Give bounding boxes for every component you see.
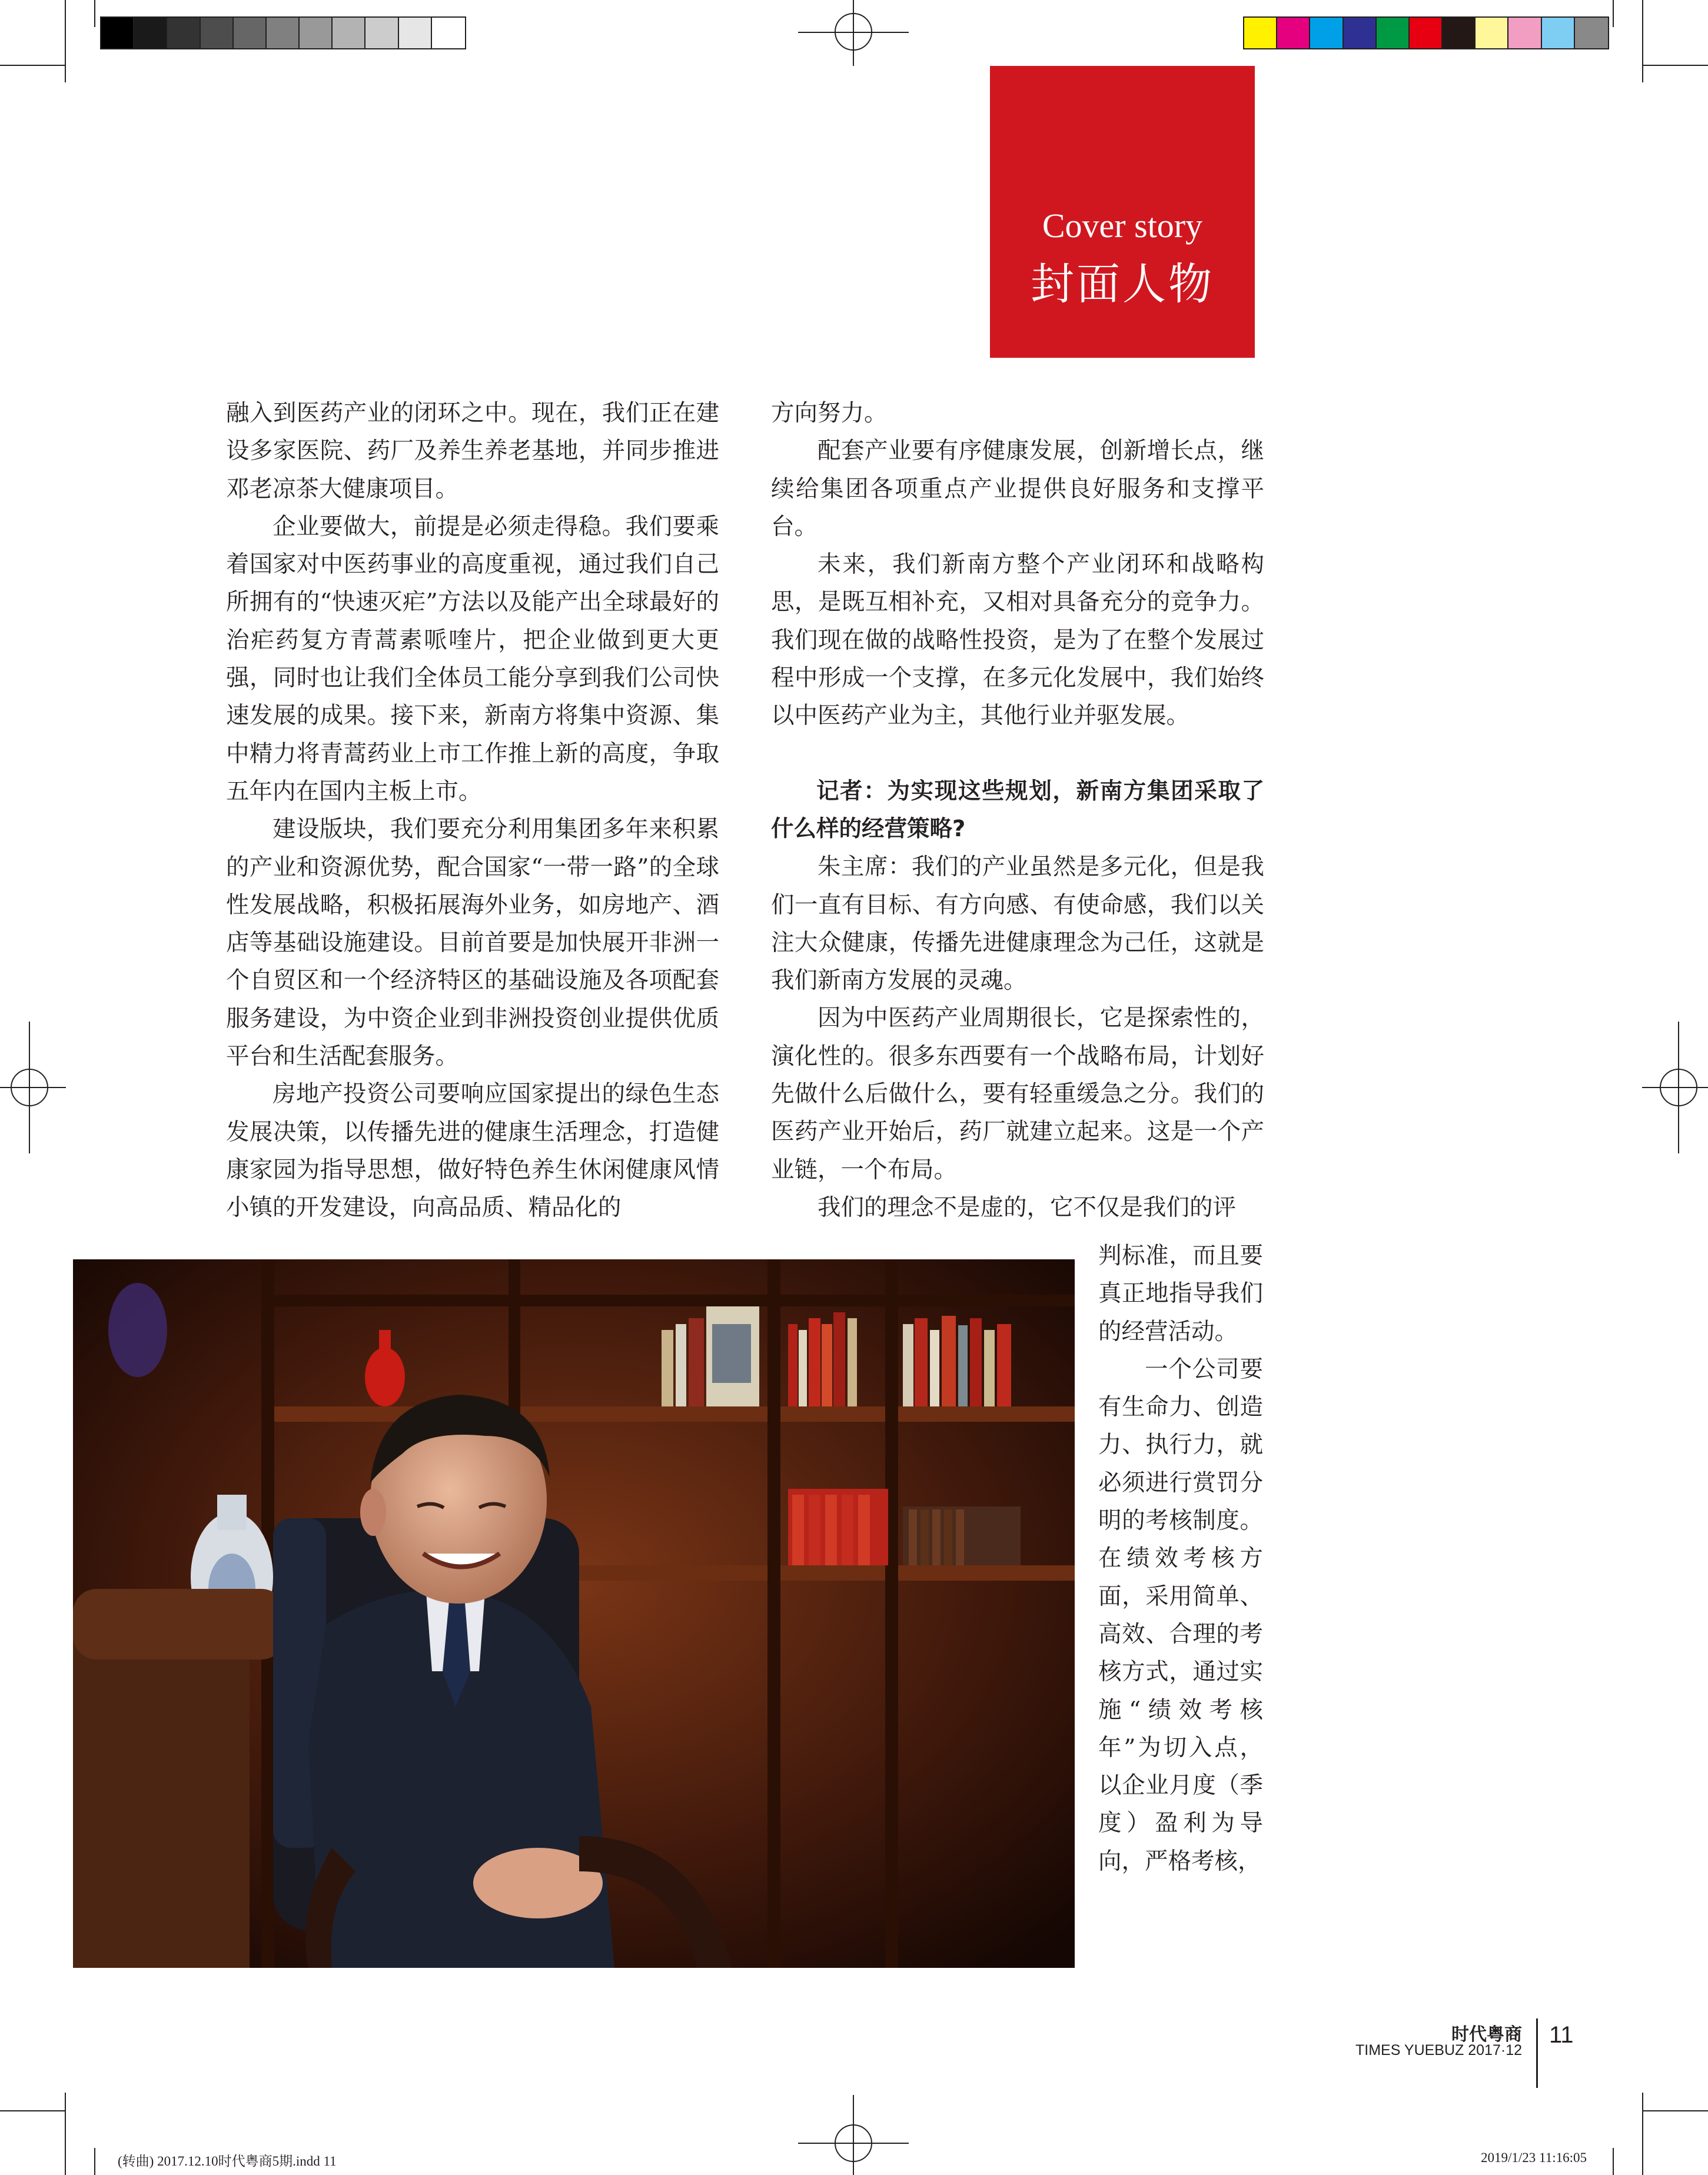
paragraph: 一个公司要有生命力、创造力、执行力，就必须进行赏罚分明的考核制度。在绩效考核方面，采用简单、高效、合理的考核方式，通过实施“绩效考核年”为切入点，以企业月度（季度）盈利为导向，严格考核， (1098, 1355, 1263, 1875)
file-slug: (转曲) 2017.12.10时代粤商5期.indd 11 (118, 2154, 337, 2169)
color-swatch (167, 18, 200, 48)
color-swatch (365, 18, 398, 48)
paragraph: 判标准，而且要真正地指导我们的经营活动。 (1098, 1242, 1263, 1345)
paragraph: 方向努力。 (771, 400, 888, 427)
grayscale-color-bar (100, 16, 466, 49)
color-swatch (333, 18, 365, 48)
color-swatch (101, 18, 134, 48)
registration-mark-top (853, 0, 854, 66)
magazine-name-chinese: 时代粤商 (1451, 2024, 1522, 2045)
crop-mark (1613, 0, 1614, 27)
color-swatch (1542, 18, 1575, 48)
paragraph: 融入到医药产业的闭环之中。现在，我们正在建设多家医院、药厂及养生养老基地，并同步推进邓老凉茶大健康项目。 (226, 400, 719, 503)
color-swatch (134, 18, 167, 48)
color-swatch (1443, 18, 1476, 48)
color-swatch (267, 18, 300, 48)
page-number: 11 (1549, 2022, 1574, 2048)
registration-mark-left (0, 1087, 66, 1088)
crop-mark (1642, 65, 1708, 66)
color-swatch (432, 18, 465, 48)
crop-mark (94, 2148, 95, 2175)
paragraph: 企业要做大，前提是必须走得稳。我们要乘着国家对中医药事业的高度重视，通过我们自己所拥有的“快速灭疟”方法以及能产出全球最好的治疟药复方青蒿素哌喹片，把企业做到更大更强，同时也让我们全体员工能分享到我们公司快速发展的成果。接下来，新南方将集中资源、集中精力将青蒿药业上市工作推上新的高度，争取五年内在国内主板上市。 (226, 513, 719, 805)
color-swatch (1344, 18, 1377, 48)
paragraph: 未来，我们新南方整个产业闭环和战略构思，是既互相补充，又相对具备充分的竞争力。我们现在做的战略性投资，是为了在整个发展过程中形成一个支撑，在多元化发展中，我们始终以中医药产业为主，其他行业并驱发展。 (771, 551, 1264, 730)
color-swatch (1377, 18, 1410, 48)
crop-mark (0, 2110, 65, 2111)
paragraph: 因为中医药产业周期很长，它是探索性的，演化性的。很多东西要有一个战略布局，计划好先做什么后做什么，要有轻重缓急之分。我们的医药产业开始后，药厂就建立起来。这是一个产业链，一个布局。 (771, 1005, 1264, 1183)
magazine-name-issue: TIMES YUEBUZ 2017·12 (1355, 2042, 1522, 2058)
interview-question: 记者：为实现这些规划，新南方集团采取了什么样的经营策略? (771, 777, 1264, 842)
paragraph: 我们的理念不是虚的，它不仅是我们的评 (818, 1193, 1236, 1221)
color-swatch (399, 18, 432, 48)
color-swatch (1277, 18, 1310, 48)
color-swatch (1476, 18, 1508, 48)
crop-mark (65, 2093, 66, 2175)
color-swatch (1244, 18, 1277, 48)
portrait-photo-illustration (73, 1259, 1075, 1968)
color-swatch (1310, 18, 1343, 48)
paragraph: 朱主席：我们的产业虽然是多元化，但是我们一直有目标、有方向感、有使命感，我们以关注大众健康，传播先进健康理念为己任，这就是我们新南方发展的灵魂。 (771, 853, 1264, 995)
article-column-1 (226, 394, 719, 1227)
crop-mark (1642, 2110, 1708, 2111)
paragraph: 房地产投资公司要响应国家提出的绿色生态发展决策，以传播先进的健康生活理念，打造健康家园为指导思想，做好特色养生休闲健康风情小镇的开发建设，向高品质、精品化的 (226, 1080, 719, 1222)
registration-mark-right (1642, 1087, 1708, 1088)
cover-story-banner (990, 66, 1255, 358)
paragraph: 配套产业要有序健康发展，创新增长点，继续给集团各项重点产业提供良好服务和支撑平台。 (771, 437, 1264, 540)
registration-mark-right (1678, 1022, 1679, 1153)
portrait-photo (73, 1259, 1075, 1968)
article-column-3 (1098, 1237, 1263, 1880)
color-swatch (1508, 18, 1541, 48)
article-column-2 (771, 394, 1264, 1226)
crop-mark (65, 0, 66, 82)
process-color-bar (1243, 16, 1609, 49)
color-swatch (1575, 18, 1608, 48)
color-swatch (201, 18, 234, 48)
color-swatch (1410, 18, 1443, 48)
color-swatch (234, 18, 267, 48)
crop-mark (0, 65, 65, 66)
registration-mark-bottom (853, 2095, 854, 2175)
spacer (771, 735, 1264, 773)
crop-mark (94, 0, 95, 27)
section-title-english: Cover story (1042, 207, 1203, 245)
crop-mark (1613, 2148, 1614, 2175)
timestamp-slug: 2019/1/23 11:16:05 (1481, 2150, 1587, 2165)
crop-mark (1642, 0, 1643, 82)
crop-mark (1642, 2093, 1643, 2175)
paragraph: 建设版块，我们要充分利用集团多年来积累的产业和资源优势，配合国家“一带一路”的全球性发展战略，积极拓展海外业务，如房地产、酒店等基础设施建设。目前首要是加快展开非洲一个自贸区和一个经济特区的基础设施及各项配套服务建设，为中资企业到非洲投资创业提供优质平台和生活配套服务。 (226, 816, 719, 1070)
color-swatch (300, 18, 333, 48)
section-title-chinese: 封面人物 (1031, 259, 1214, 310)
registration-mark-left (29, 1022, 30, 1153)
footer-divider (1536, 2018, 1538, 2088)
